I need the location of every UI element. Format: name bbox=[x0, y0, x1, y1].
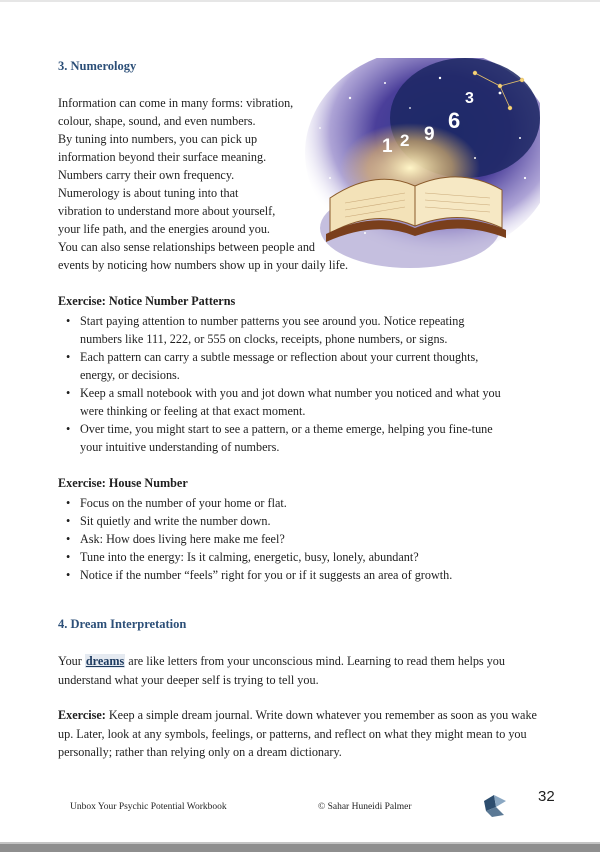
list-item: • Over time, you might start to see a pattern, or a theme emerge, helping you fine-tune your intuitive understanding of numbers. bbox=[66, 422, 493, 454]
exercise-title-number-patterns: Exercise: Notice Number Patterns bbox=[58, 294, 236, 308]
list-item: • Keep a small notebook with you and jot down what number you noticed and what you were thinking or feeling at that exact moment. bbox=[66, 386, 501, 418]
list-item: • Start paying attention to number patterns you see around you. Notice repeating numbers like 111, 222, or 555 on clocks, receipts, phone numbers, or signs. bbox=[66, 314, 465, 346]
exercise-list-house-number bbox=[58, 494, 538, 584]
dream-paragraph: Your dreams are like letters from your unconscious mind. Learning to read them helps you understand what your deeper self is trying to tell you. bbox=[58, 654, 505, 687]
intro-line: your life path, and the energies around you. bbox=[58, 222, 270, 236]
illustration-number: 1 bbox=[382, 136, 393, 157]
list-item: • Ask: How does living here make me feel? bbox=[66, 532, 285, 546]
exercise-list-number-patterns bbox=[58, 312, 538, 456]
illustration-number: 9 bbox=[424, 124, 435, 145]
intro-line: You can also sense relationships between people and bbox=[58, 240, 316, 254]
illustration-number: 6 bbox=[448, 108, 461, 133]
illustration-number: 2 bbox=[400, 131, 410, 150]
list-item: • Tune into the energy: Is it calming, energetic, busy, lonely, abundant? bbox=[66, 550, 419, 564]
dream-exercise-paragraph: Exercise: Keep a simple dream journal. Write down whatever you remember as soon as you wake up. Later, look at any symbols, feelings, or patterns, and reflect on what they might mean to you personally; rather than relying only on a dream dictionary. bbox=[58, 708, 537, 759]
page-number: 32 bbox=[538, 788, 555, 805]
numerology-book-illustration bbox=[290, 58, 540, 278]
footer-copyright: © Sahar Huneidi Palmer bbox=[318, 802, 412, 812]
intro-line: information beyond their surface meaning. bbox=[58, 150, 267, 164]
intro-line: events by noticing how numbers show up in your daily life. bbox=[58, 258, 349, 272]
section-heading-dream-interpretation: 4. Dream Interpretation bbox=[58, 617, 187, 631]
intro-line: colour, shape, sound, and even numbers. bbox=[58, 114, 256, 128]
list-item: • Each pattern can carry a subtle message or reflection about your current thoughts, energy, or decisions. bbox=[66, 350, 479, 382]
exercise-title-house-number: Exercise: House Number bbox=[58, 476, 188, 490]
footer-book-title: Unbox Your Psychic Potential Workbook bbox=[70, 802, 227, 812]
intro-line: Numerology is about tuning into that bbox=[58, 186, 239, 200]
page-top-edge bbox=[0, 0, 600, 2]
intro-line: vibration to understand more about yourself, bbox=[58, 204, 276, 218]
intro-line: Information can come in many forms: vibration, bbox=[58, 96, 294, 110]
illustration-number: 3 bbox=[465, 90, 474, 107]
publisher-logo-icon bbox=[482, 793, 508, 819]
intro-line: By tuning into numbers, you can pick up bbox=[58, 132, 258, 146]
list-item: • Notice if the number “feels” right for you or if it suggests an area of growth. bbox=[66, 568, 453, 582]
page-bottom-edge bbox=[0, 844, 600, 852]
list-item: • Sit quietly and write the number down. bbox=[66, 514, 271, 528]
dreams-link[interactable]: dreams bbox=[85, 654, 125, 668]
list-item: • Focus on the number of your home or flat. bbox=[66, 496, 287, 510]
section-heading-numerology: 3. Numerology bbox=[58, 59, 137, 73]
intro-line: Numbers carry their own frequency. bbox=[58, 168, 235, 182]
